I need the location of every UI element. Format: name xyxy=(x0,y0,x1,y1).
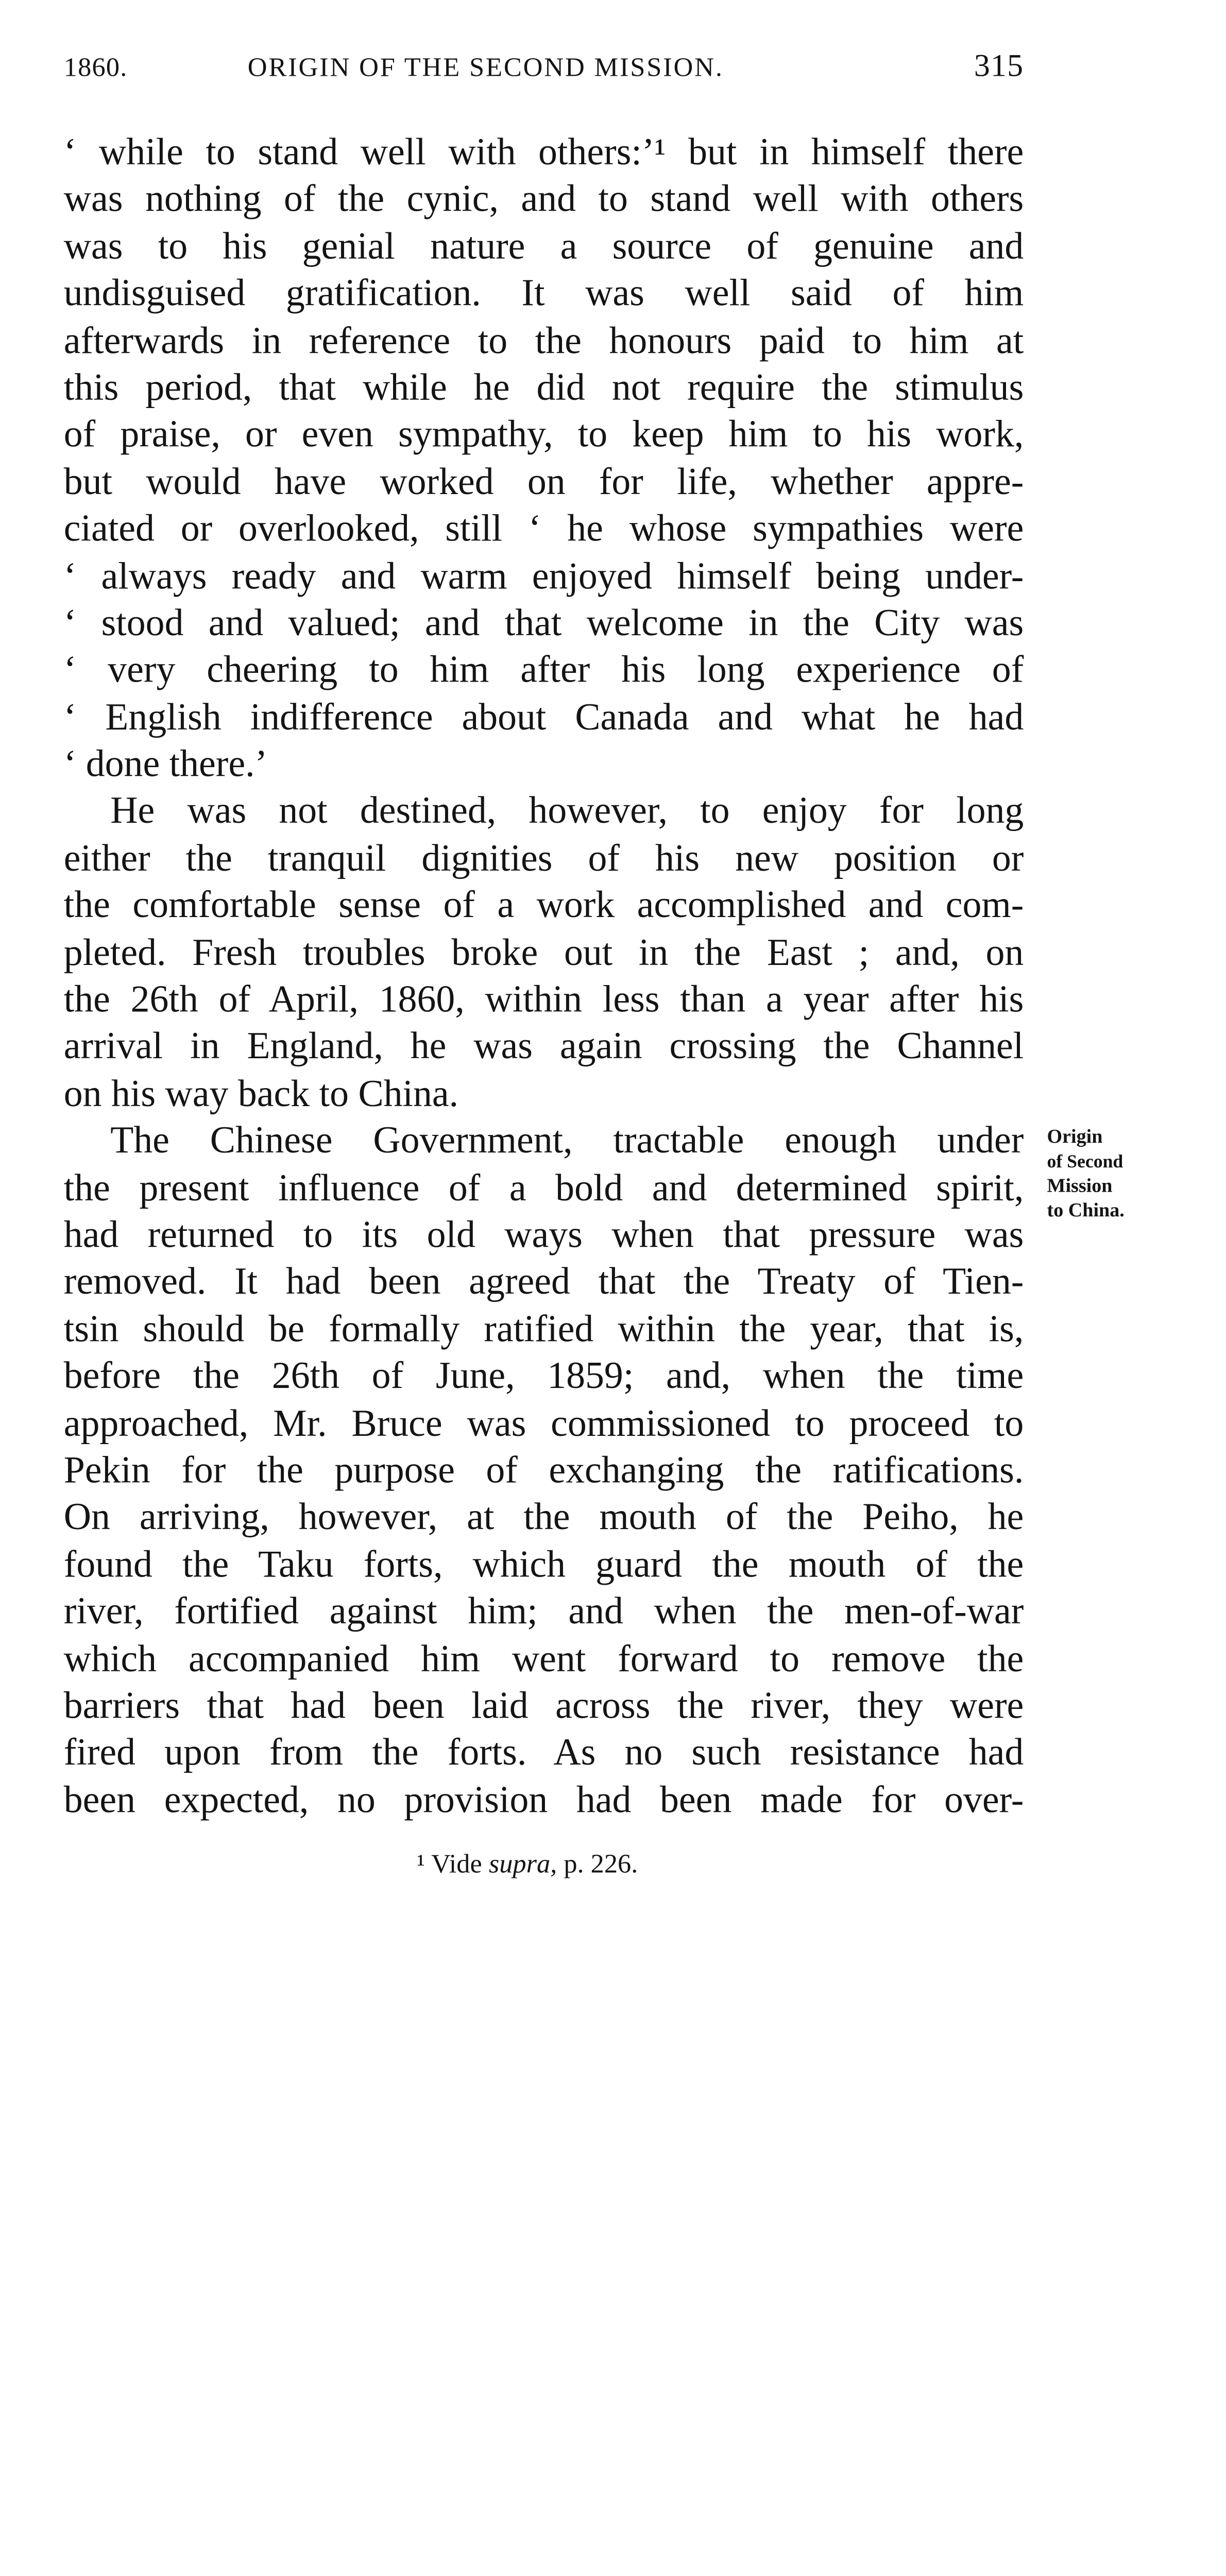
footnote-text: Vide xyxy=(431,1848,482,1879)
footnote xyxy=(417,1848,638,1880)
margin-note xyxy=(1047,1126,1182,1224)
footnote-marker: ¹ xyxy=(417,1848,425,1879)
text-line: Pekin for the purpose of exchanging the ratifications. xyxy=(63,1448,1024,1491)
text-line: ‘ very cheering to him after his long experience of xyxy=(63,648,1024,691)
text-line: pleted. Fresh troubles broke out in the East ; and, on xyxy=(63,930,1024,973)
text-line: fired upon from the forts. As no such resistance had xyxy=(63,1730,1024,1774)
text-line: undisguised gratification. It was well said of him xyxy=(63,271,1024,314)
text-line: removed. It had been agreed that the Treaty of Tien- xyxy=(63,1260,1024,1303)
text-line: this period, that while he did not require the stimulus xyxy=(63,365,1024,409)
text-line: the 26th of April, 1860, within less than a year after his xyxy=(63,977,1024,1021)
text-line: been expected, no provision had been made for over- xyxy=(63,1777,1024,1821)
text-line: river, fortified against him; and when the men-of-war xyxy=(63,1589,1024,1633)
text-line: ‘ English indifference about Canada and what he had xyxy=(63,694,1024,738)
text-line: on his way back to China. xyxy=(63,1071,459,1114)
text-line: the comfortable sense of a work accomplished and com- xyxy=(63,883,1024,926)
running-head-title: ORIGIN OF THE SECOND MISSION. xyxy=(247,51,724,82)
footnote-italic: supra, xyxy=(488,1848,557,1879)
margin-note-line: Mission xyxy=(1047,1176,1113,1197)
running-head-year: 1860. xyxy=(63,51,128,82)
text-line: barriers that had been laid across the river, they were xyxy=(63,1683,1024,1726)
text-line: The Chinese Government, tractable enough under xyxy=(110,1118,1024,1162)
text-line: was to his genial nature a source of genuine and xyxy=(63,224,1024,267)
text-line: found the Taku forts, which guard the mouth of the xyxy=(63,1542,1024,1585)
text-line: either the tranquil dignities of his new position or xyxy=(63,836,1024,879)
text-line: ‘ while to stand well with others:’¹ but in himself there xyxy=(63,130,1024,173)
text-line: arrival in England, he was again crossing the Channel xyxy=(63,1024,1024,1067)
text-line: was nothing of the cynic, and to stand well with others xyxy=(63,177,1024,220)
text-line: tsin should be formally ratified within the year, that is, xyxy=(63,1307,1024,1350)
body-text xyxy=(64,129,1024,1823)
running-head xyxy=(63,47,1024,88)
text-line: ciated or overlooked, still ‘ he whose sympathies were xyxy=(63,506,1024,550)
text-line: ‘ always ready and warm enjoyed himself being under- xyxy=(63,553,1024,597)
text-line: before the 26th of June, 1859; and, when the time xyxy=(63,1353,1024,1397)
footnote-text: p. 226. xyxy=(564,1848,638,1879)
text-line: approached, Mr. Bruce was commissioned to proceed to xyxy=(63,1401,1024,1444)
margin-note-line: of Second xyxy=(1047,1153,1123,1173)
text-line: On arriving, however, at the mouth of the Peiho, he xyxy=(63,1495,1024,1538)
text-line: of praise, or even sympathy, to keep him to his work, xyxy=(63,412,1024,455)
text-line: afterwards in reference to the honours paid to him at xyxy=(63,318,1024,362)
text-line: the present influence of a bold and determined spirit, xyxy=(63,1165,1024,1209)
text-line: He was not destined, however, to enjoy for long xyxy=(110,789,1024,832)
text-line: but would have worked on for life, whether appre- xyxy=(63,459,1024,503)
margin-note-line: Origin xyxy=(1047,1127,1103,1148)
text-line: had returned to its old ways when that pressure was xyxy=(63,1212,1024,1256)
text-line: ‘ stood and valued; and that welcome in the City was xyxy=(63,600,1024,644)
margin-note-line: to China. xyxy=(1047,1200,1125,1222)
text-line: ‘ done there.’ xyxy=(63,742,268,785)
text-line: which accompanied him went forward to remove the xyxy=(63,1636,1024,1680)
page-number: 315 xyxy=(974,47,1024,83)
